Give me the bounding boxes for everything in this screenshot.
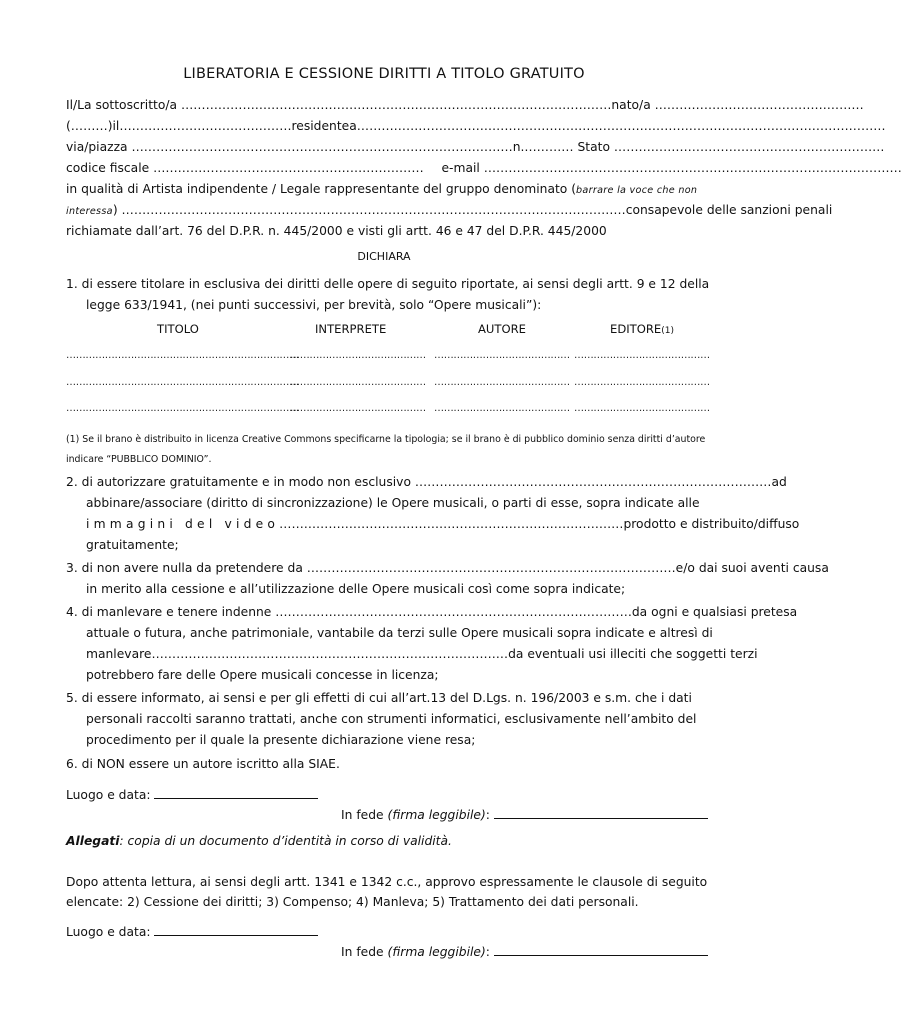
col-header-editore: EDITORE(1) [610, 322, 675, 336]
place-date-field-1[interactable] [154, 786, 318, 799]
approval-line-2: elencate: 2) Cessione dei diritti; 3) Compenso; 4) Manleva; 5) Trattamento dei dati personali. [66, 895, 639, 909]
item-5-line-3: procedimento per il quale la presente dichiarazione viene resa; [86, 733, 476, 747]
row-2-editore[interactable]: …………………………………… [574, 377, 710, 388]
item-2-line-2: abbinare/associare (diritto di sincronizzazione) le Opere musicali, o parti di esse, sopra indicate alle [86, 496, 700, 510]
intro-line-7: richiamate dall’art. 76 del D.P.R. n. 445/2000 e visti gli artt. 46 e 47 del D.P.R. 445/2000 [66, 224, 607, 238]
allegati-line: Allegati: copia di un documento d’identità in corso di validità. [66, 834, 452, 848]
row-3-interprete[interactable]: …………………………………… [290, 403, 426, 414]
row-1-titolo[interactable]: ……………………………………………………………… [66, 350, 299, 361]
item-1-line-2: legge 633/1941, (nei punti successivi, per brevità, solo “Opere musicali”): [86, 298, 542, 312]
document-title: LIBERATORIA E CESSIONE DIRITTI A TITOLO GRATUITO [183, 66, 585, 82]
row-3-titolo[interactable]: ……………………………………………………………… [66, 403, 299, 414]
group-name-field[interactable]: ) …………………………………………………………………………………………………………… [112, 203, 626, 217]
email-field[interactable]: e-mail ………………………………………………………………………………………… [441, 161, 902, 175]
manlevare-field[interactable]: …………………………………………………………………………… [151, 647, 509, 661]
row-3-autore[interactable]: …………………………………… [434, 403, 570, 414]
number-state-field[interactable]: n.………… Stato ………………………………………………………… [512, 140, 885, 154]
street-field[interactable]: via/piazza ………………………………………………………………………………… [66, 140, 513, 154]
intro-line-2: (………) il …………………………………… residente a ………………………………………………………………………………………………………………… [66, 119, 886, 133]
item-4-line-1: 4. di manlevare e tenere indenne …………………………………………………………………………… da ogni e qualsiasi pretesa [66, 605, 798, 619]
birth-date-field[interactable]: …………………………………… [119, 119, 292, 133]
row-1-interprete[interactable]: …………………………………… [290, 350, 426, 361]
col-header-interprete: INTERPRETE [315, 322, 387, 336]
row-1-editore[interactable]: …………………………………… [574, 350, 710, 361]
tax-code-field[interactable]: codice fiscale ………………………………………………………… [66, 161, 424, 175]
row-2-interprete[interactable]: …………………………………… [290, 377, 426, 388]
intro-line-1 [66, 98, 864, 113]
intro-line-4 [66, 161, 902, 176]
item-3-line-1: 3. di non avere nulla da pretendere da ……………………………………………………………………………… e/o dai suoi aventi causa [66, 561, 829, 575]
row-2-autore[interactable]: …………………………………… [434, 377, 570, 388]
col-header-titolo: TITOLO [157, 322, 199, 336]
item-2-line-4: gratuitamente; [86, 538, 179, 552]
item-4-line-2: attuale o futura, anche patrimoniale, vantabile da terzi sulle Opere musicali sopra indicate e altresì di [86, 626, 713, 640]
footnote-line-2: indicare “PUBBLICO DOMINIO”. [66, 454, 212, 465]
intro-line-6: interessa) …………………………………………………………………………………………………………… consapevole delle sanzioni penali [66, 203, 833, 217]
item-1-line-1: 1. di essere titolare in esclusiva dei diritti delle opere di seguito riportate, ai sensi degli artt. 9 e 12 della [66, 277, 710, 291]
video-field[interactable]: ………………………………………………………………………… [279, 517, 624, 531]
province-field[interactable]: (………) [66, 119, 113, 133]
item-6-line: 6. di NON essere un autore iscritto alla SIAE. [66, 757, 340, 771]
place-date-field-2[interactable] [154, 923, 318, 936]
col-header-autore: AUTORE [478, 322, 527, 336]
item-5-line-1: 5. di essere informato, ai sensi e per gli effetti di cui all’art.13 del D.Lgs. n. 196/2003 e s.m. che i dati [66, 691, 692, 705]
item-4-line-4: potrebbero fare delle Opere musicali concesse in licenza; [86, 668, 439, 682]
row-2-titolo[interactable]: ……………………………………………………………… [66, 377, 299, 388]
signature-field-1[interactable] [494, 806, 708, 819]
item-4-line-3: manlevare …………………………………………………………………………… da eventuali usi illeciti che soggetti terzi [86, 647, 758, 661]
place-date-row-2: Luogo e data: [66, 923, 318, 939]
signature-row-1: In fede (firma leggibile): [341, 806, 708, 822]
nato-field[interactable]: nato/a …………………………………………… [611, 98, 864, 112]
approval-line-1: Dopo attenta lettura, ai sensi degli artt. 1341 e 1342 c.c., approvo espressamente le clausole di seguito [66, 875, 708, 889]
item-5-line-2: personali raccolti saranno trattati, anche con strumenti informatici, esclusivamente nell’ambito del [86, 712, 697, 726]
row-1-autore[interactable]: …………………………………… [434, 350, 570, 361]
intro-line-5: in qualità di Artista indipendente / Legale rappresentante del gruppo denominato (barrare la voce che non [66, 182, 698, 196]
place-date-row-1: Luogo e data: [66, 786, 318, 802]
intro-line-3 [66, 140, 885, 155]
residence-field[interactable]: ………………………………………………………………………………………………………………… [356, 119, 886, 133]
item-3-line-2: in merito alla cessione e all’utilizzazione delle Opere musicali così come sopra indicate; [86, 582, 626, 596]
signature-row-2: In fede (firma leggibile): [341, 943, 708, 959]
item-2-line-3: immagini del video ………………………………………………………………………… prodotto e distribuito/diffuso [86, 517, 800, 531]
item-2-line-1: 2. di autorizzare gratuitamente e in modo non esclusivo …………………………………………………………………………… ad [66, 475, 787, 489]
signature-field-2[interactable] [494, 943, 708, 956]
row-3-editore[interactable]: …………………………………… [574, 403, 710, 414]
footnote-line-1: (1) Se il brano è distribuito in licenza Creative Commons specificarne la tipologia; se il brano è di pubblico dominio senza diritti d’autore [66, 434, 706, 445]
sottoscritto-field[interactable]: Il/La sottoscritto/a …………………………………………………………………………………………… [66, 98, 612, 112]
dichiara-heading: DICHIARA [357, 250, 411, 263]
